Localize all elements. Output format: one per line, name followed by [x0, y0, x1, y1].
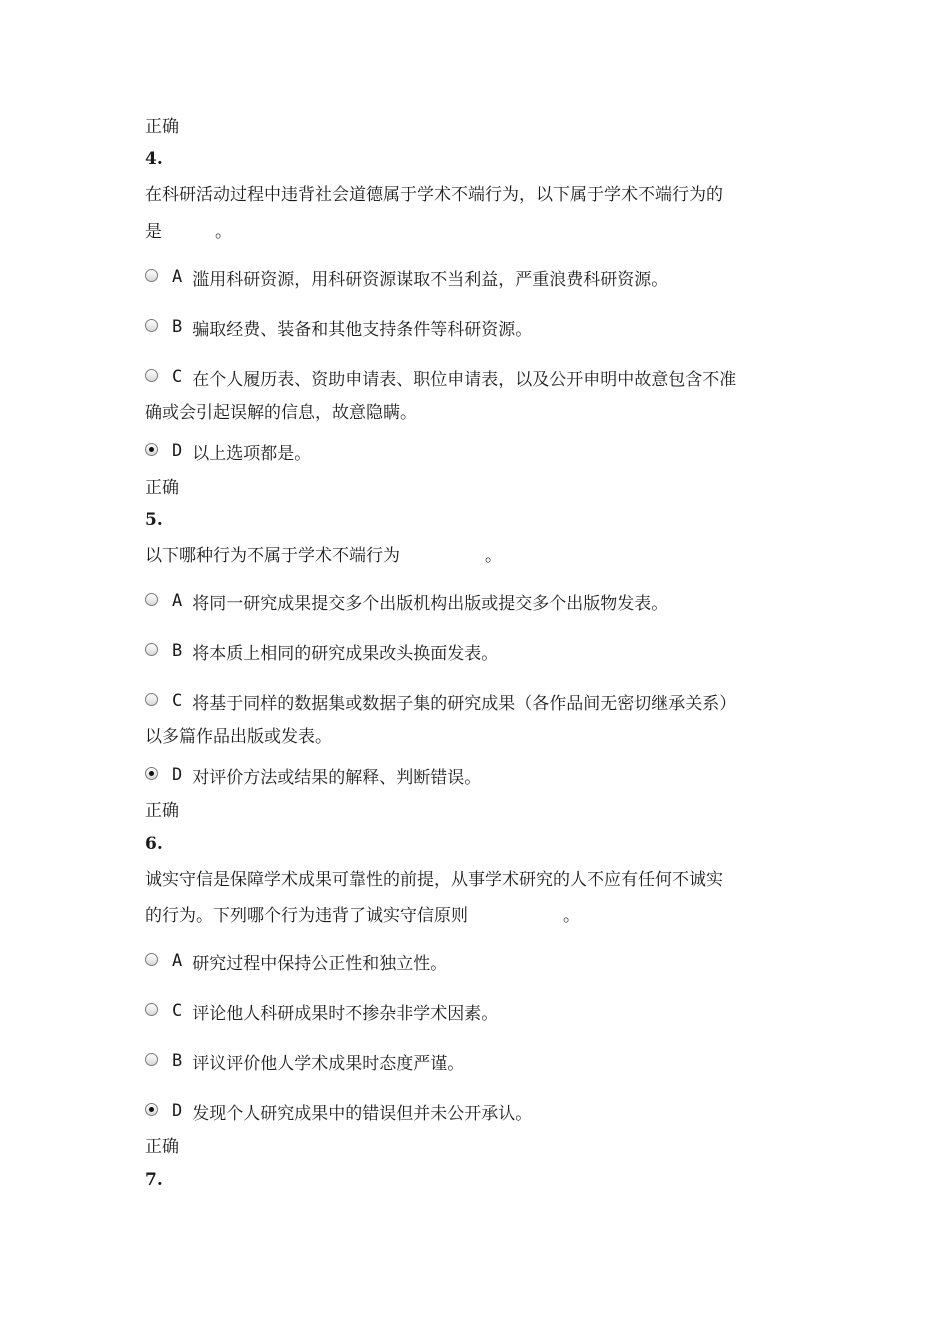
option-a[interactable] [145, 590, 668, 612]
option-d[interactable] [145, 440, 311, 462]
radio-button[interactable] [145, 1053, 158, 1066]
radio-button[interactable] [145, 269, 158, 282]
option-text-continuation: 确或会引起误解的信息，故意隐瞒。 [145, 403, 417, 423]
option-text: 将同一研究成果提交多个出版机构出版或提交多个出版物发表。 [192, 593, 669, 614]
option-text: 研究过程中保持公正性和独立性。 [192, 953, 448, 974]
question-number: 6. [145, 834, 163, 854]
option-letter: D [172, 765, 183, 785]
radio-button[interactable] [145, 319, 158, 332]
question-stem-line2: 的行为。下列哪个行为违背了诚实守信原则 [145, 906, 468, 926]
result-label: 正确 [145, 1137, 179, 1157]
option-letter: A [172, 591, 183, 611]
option-c[interactable] [145, 690, 736, 712]
question-number: 4. [145, 149, 163, 169]
blank-end: 。 [485, 546, 502, 566]
result-label: 正确 [145, 801, 179, 821]
option-text: 滥用科研资源，用科研资源谋取不当利益，严重浪费科研资源。 [192, 269, 669, 290]
option-letter: C [172, 367, 183, 387]
option-text: 发现个人研究成果中的错误但并未公开承认。 [192, 1103, 533, 1124]
radio-button-selected[interactable] [145, 767, 158, 780]
question-stem: 以下哪种行为不属于学术不端行为 [145, 546, 400, 566]
option-letter: B [172, 1051, 183, 1071]
option-c[interactable] [145, 1000, 498, 1022]
option-b[interactable] [145, 640, 498, 662]
blank-end: 。 [215, 222, 232, 242]
option-a[interactable] [145, 266, 668, 288]
option-d[interactable] [145, 1100, 532, 1122]
option-letter: B [172, 317, 183, 337]
question-stem: 诚实守信是保障学术成果可靠性的前提，从事学术研究的人不应有任何不诚实 [145, 870, 723, 890]
question-stem-line2: 是 [145, 222, 162, 242]
option-d[interactable] [145, 764, 481, 786]
question-number: 5. [145, 510, 163, 530]
question-stem: 在科研活动过程中违背社会道德属于学术不端行为，以下属于学术不端行为的 [145, 185, 723, 205]
option-a[interactable] [145, 950, 447, 972]
radio-button[interactable] [145, 593, 158, 606]
option-letter: A [172, 951, 183, 971]
option-text: 对评价方法或结果的解释、判断错误。 [192, 767, 482, 788]
option-text: 在个人履历表、资助申请表、职位申请表，以及公开申明中故意包含不准 [192, 369, 737, 390]
option-b[interactable] [145, 316, 532, 338]
option-b[interactable] [145, 1050, 464, 1072]
option-letter: B [172, 641, 183, 661]
option-letter: C [172, 1001, 183, 1021]
option-c[interactable] [145, 366, 736, 388]
option-text: 评议评价他人学术成果时态度严谨。 [192, 1053, 465, 1074]
radio-button[interactable] [145, 369, 158, 382]
radio-button[interactable] [145, 953, 158, 966]
option-letter: A [172, 267, 183, 287]
result-label: 正确 [145, 478, 179, 498]
radio-button[interactable] [145, 693, 158, 706]
result-label: 正确 [145, 117, 179, 137]
radio-button-selected[interactable] [145, 1103, 158, 1116]
radio-button[interactable] [145, 1003, 158, 1016]
blank-end: 。 [563, 906, 580, 926]
option-text: 骗取经费、装备和其他支持条件等科研资源。 [192, 319, 533, 340]
option-text: 将基于同样的数据集或数据子集的研究成果（各作品间无密切继承关系） [192, 693, 737, 714]
option-text: 以上选项都是。 [192, 443, 312, 464]
question-number: 7. [145, 1170, 163, 1190]
radio-button-selected[interactable] [145, 443, 158, 456]
option-text: 将本质上相同的研究成果改头换面发表。 [192, 643, 499, 664]
option-letter: D [172, 1101, 183, 1121]
radio-button[interactable] [145, 643, 158, 656]
option-letter: C [172, 691, 183, 711]
option-letter: D [172, 441, 183, 461]
option-text: 评论他人科研成果时不掺杂非学术因素。 [192, 1003, 499, 1024]
option-text-continuation: 以多篇作品出版或发表。 [145, 727, 332, 747]
